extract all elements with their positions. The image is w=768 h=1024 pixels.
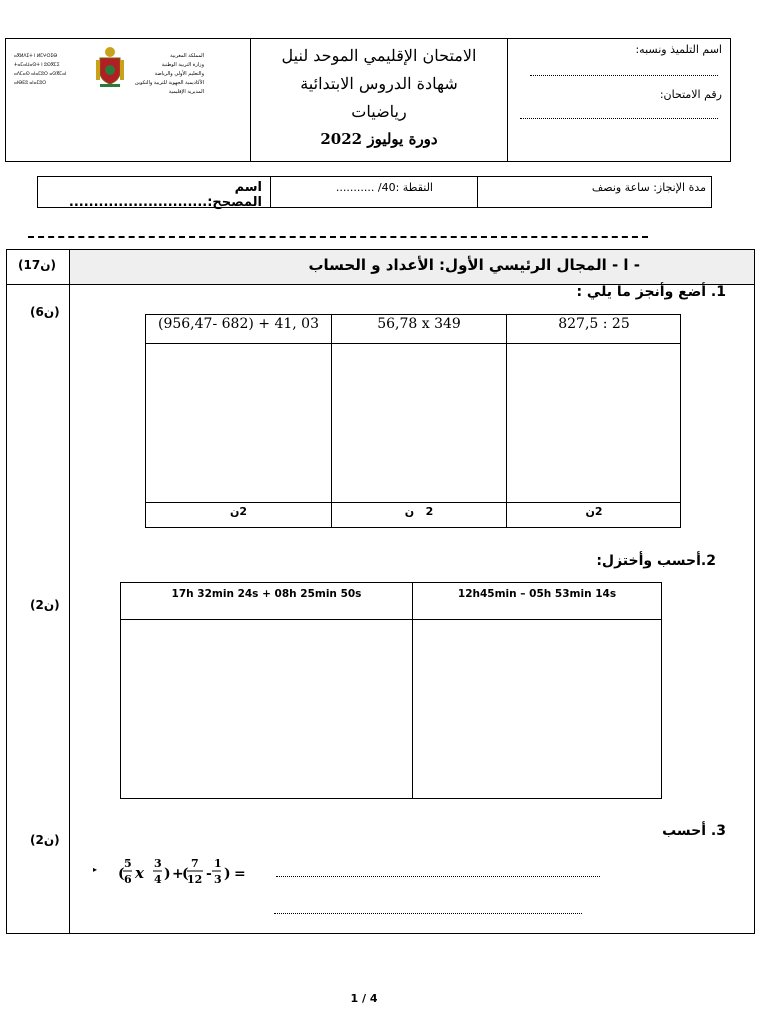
q2-work-area-subtraction[interactable] [413, 620, 661, 798]
subject-name: رياضيات [351, 102, 407, 121]
q1-points: (6ن) [30, 305, 60, 319]
q1-expr-division: 827,5 : 25 [558, 316, 630, 332]
q1-pts-multiplication: 2 ن [404, 505, 434, 518]
exam-number-field[interactable] [520, 118, 718, 119]
tifinagh-line: ⴰⴷⵎⴰⵙ ⴰⵏⴰⵎⵓⵔ ⴰⵙⴳⵎⴰⵏ [14, 72, 67, 77]
q2-expr-subtraction: 12h45min – 05h 53min 14s [457, 588, 617, 600]
svg-text:(: ( [182, 866, 189, 882]
ministry-line: وزارة التربية الوطنية [161, 62, 204, 68]
q2-work-area-addition[interactable] [121, 620, 412, 798]
q1-work-area-mixed[interactable] [146, 344, 330, 502]
q2-points: (2ن) [30, 598, 60, 612]
svg-text:6: 6 [124, 873, 132, 886]
svg-text:+: + [172, 866, 184, 882]
svg-text:7: 7 [191, 857, 199, 870]
q3-answer-line-2[interactable] [274, 913, 582, 914]
q1-expr-multiplication: 56,78 x 349 [377, 316, 461, 332]
tifinagh-line: ⴰⴳⵍⴷⵉⵜ ⵏ ⵍⵎⵖⵔⵉⴱ [14, 54, 58, 59]
corrector-name[interactable]: اسم المصحح:............................ [68, 180, 262, 210]
q3-fraction-expression [100, 852, 270, 894]
section-points: (17ن) [18, 258, 56, 272]
header-divider-2 [507, 38, 508, 162]
svg-text:12: 12 [187, 873, 203, 886]
q3-bullet: ▸ [93, 865, 98, 874]
q2-label: 2.أحسب وأختزل: [596, 553, 716, 569]
exam-title-block [251, 42, 507, 152]
ministry-arabic-text [84, 52, 204, 97]
student-name-field[interactable] [530, 75, 718, 76]
session-name: دورة يوليوز 2022 [320, 130, 438, 148]
q3-label: 3. أحسب [662, 823, 726, 839]
svg-text:3: 3 [214, 873, 222, 886]
dashed-separator [28, 236, 648, 238]
svg-text:3: 3 [154, 857, 162, 870]
svg-text:x: x [135, 864, 144, 882]
ministry-line: والتعليم الأولي والرياضة [154, 71, 204, 77]
info-divider-1 [270, 176, 271, 208]
info-divider-2 [477, 176, 478, 208]
q1-footer-line [145, 502, 681, 503]
q1-pts-mixed: 2ن [229, 505, 248, 518]
exam-title: الامتحان الإقليمي الموحد لنيل [281, 46, 477, 65]
section-title: - ا - المجال الرئيسي الأول: الأعداد و الحساب [308, 256, 640, 274]
svg-text:-: - [206, 866, 212, 882]
ministry-logo-block [14, 44, 204, 120]
page-number: 1 / 4 [350, 992, 378, 1005]
svg-text:(: ( [118, 866, 125, 882]
ministry-line: الأكاديمية الجهوية للتربية والتكوين [134, 80, 204, 86]
score-text: النقطة :40/ ........... [335, 181, 433, 194]
q1-work-area-multiplication[interactable] [332, 344, 505, 502]
ministry-line: المملكة المغربية [170, 53, 204, 59]
q1-pts-division: 2ن [585, 505, 603, 518]
q3-answer-line-1[interactable] [276, 876, 600, 877]
main-vertical-line [69, 249, 70, 934]
q1-label: 1. أضع وأنجز ما يلي : [576, 284, 726, 300]
svg-text:=: = [234, 866, 246, 882]
tifinagh-line: ⴰⵏⴱⴹⵓ ⴰⵏⴰⵎⵓⵔ [14, 81, 47, 86]
student-name-label: اسم التلميذ ونسبه: [635, 43, 722, 56]
exam-number-label: رقم الامتحان: [659, 88, 722, 101]
svg-text:5: 5 [124, 857, 132, 870]
ministry-line: المديرية الإقليمية [168, 89, 204, 95]
svg-text:1: 1 [214, 857, 222, 870]
certificate-name: شهادة الدروس الابتدائية [300, 74, 458, 93]
q1-expr-mixed: (956,47- 682) + 41, 03 [158, 316, 319, 332]
svg-text:): ) [224, 866, 231, 882]
tifinagh-line: ⵜⴰⵎⴰⵡⴰⵙⵜ ⵏ ⵓⵙⴳⵎⵉ [14, 63, 60, 68]
q2-expr-addition: 17h 32min 24s + 08h 25min 50s [171, 588, 362, 600]
tifinagh-text [14, 52, 84, 88]
svg-text:4: 4 [154, 873, 162, 886]
q3-points: (2ن) [30, 833, 60, 847]
duration-text: مدة الإنجاز: ساعة ونصف [591, 181, 706, 194]
svg-text:): ) [164, 866, 171, 882]
q1-work-area-division[interactable] [507, 344, 680, 502]
